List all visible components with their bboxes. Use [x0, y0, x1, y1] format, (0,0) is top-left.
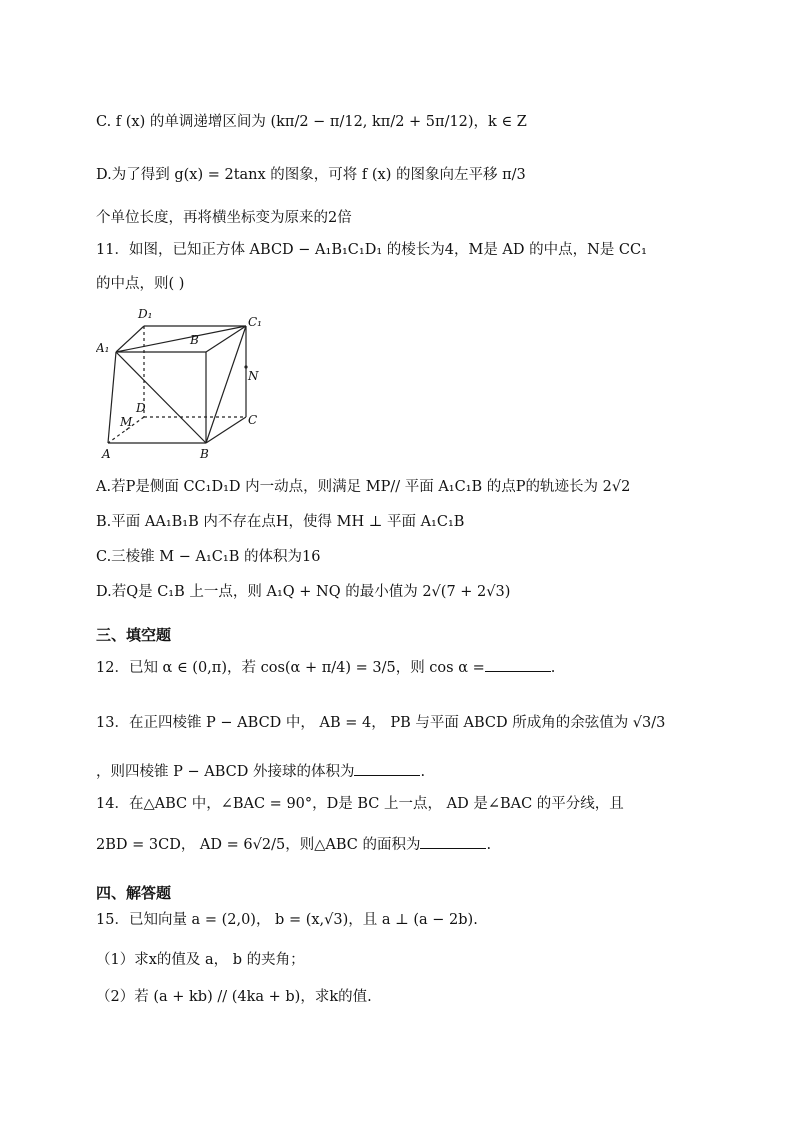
- line-text: （2）若 (a + kb) // (4ka + b)，求k的值.: [96, 989, 372, 1005]
- line-text: A.若P是侧面 CC₁D₁D 内一动点，则满足 MP// 平面 A₁C₁B 的点P的轨迹长为 2√2: [96, 479, 631, 495]
- label-c: C: [248, 413, 258, 427]
- label-m: M: [120, 415, 133, 429]
- text-line: [96, 580, 510, 601]
- label-d: D: [136, 401, 146, 415]
- line-text: B.平面 AA₁B₁B 内不存在点H，使得 MH ⊥ 平面 A₁C₁B: [96, 514, 465, 530]
- label-d1: D₁: [138, 307, 153, 321]
- text-line: ，则四棱锥 P − ABCD 外接球的体积为 .: [96, 760, 425, 781]
- text-line: 12．已知 α ∈ (0,π)，若 cos(α + π/4) = 3/5，则 cos α = .: [96, 656, 555, 677]
- line-text: 三、填空题: [96, 626, 172, 644]
- line-text: 11．如图，已知正方体 ABCD − A₁B₁C₁D₁ 的棱长为4，M是 AD 的中点，N是 CC₁: [96, 242, 647, 258]
- text-line: [96, 110, 527, 131]
- line-text: 14．在△ABC 中，∠BAC = 90°，D是 BC 上一点， AD 是∠BAC 的平分线，且: [96, 796, 624, 812]
- text-line: [96, 948, 305, 969]
- label-b1: B: [190, 333, 199, 347]
- cube-figure: [96, 304, 271, 464]
- label-a1: A₁: [96, 341, 110, 355]
- label-a: A: [102, 447, 111, 461]
- line-text: 12．已知 α ∈ (0,π)，若 cos(α + π/4) = 3/5，则 cos α =: [96, 660, 485, 676]
- text-line: 2BD = 3CD， AD = 6√2/5，则△ABC 的面积为 .: [96, 833, 491, 854]
- text-line: [96, 908, 478, 929]
- section-heading: [96, 882, 171, 903]
- text-line: [96, 545, 320, 566]
- line-text: C.三棱锥 M − A₁C₁B 的体积为16: [96, 549, 321, 565]
- line-text: （1）求x的值及 a， b 的夹角；: [96, 952, 305, 968]
- answer-blank[interactable]: [420, 834, 486, 849]
- text-line: [96, 163, 526, 184]
- text-line: [96, 238, 647, 259]
- text-line: [96, 206, 352, 227]
- line-text: 个单位长度，再将横坐标变为原来的2倍: [96, 210, 352, 226]
- text-line: [96, 985, 372, 1006]
- text-line: [96, 475, 630, 496]
- text-line: [96, 711, 665, 732]
- answer-blank[interactable]: [485, 657, 551, 672]
- label-b: B: [200, 447, 209, 461]
- line-text: D.若Q是 C₁B 上一点，则 A₁Q + NQ 的最小值为 2√(7 + 2√3): [96, 584, 511, 600]
- text-line: [96, 792, 624, 813]
- line-text: 的中点，则( ): [96, 276, 185, 292]
- line-text: D.为了得到 g(x) = 2tanx 的图象，可将 f (x) 的图象向左平移 π/3: [96, 167, 526, 183]
- answer-blank[interactable]: [354, 761, 420, 776]
- line-text: 2BD = 3CD， AD = 6√2/5，则△ABC 的面积为: [96, 837, 421, 853]
- section-heading: [96, 624, 171, 645]
- label-n: N: [248, 369, 259, 383]
- text-line: [96, 272, 184, 293]
- line-text: C. f (x) 的单调递增区间为 (kπ/2 − π/12, kπ/2 + 5π/12)，k ∈ Z: [96, 114, 527, 130]
- label-c1: C₁: [248, 315, 262, 329]
- line-text: 13．在正四棱锥 P − ABCD 中， AB = 4， PB 与平面 ABCD 所成角的余弦值为 √3/3: [96, 715, 666, 731]
- line-text: 四、解答题: [96, 884, 172, 902]
- text-line: [96, 510, 464, 531]
- line-text: 15．已知向量 a = (2,0)， b = (x,√3)，且 a ⊥ (a − 2b).: [96, 912, 478, 928]
- line-text: ，则四棱锥 P − ABCD 外接球的体积为: [96, 764, 355, 780]
